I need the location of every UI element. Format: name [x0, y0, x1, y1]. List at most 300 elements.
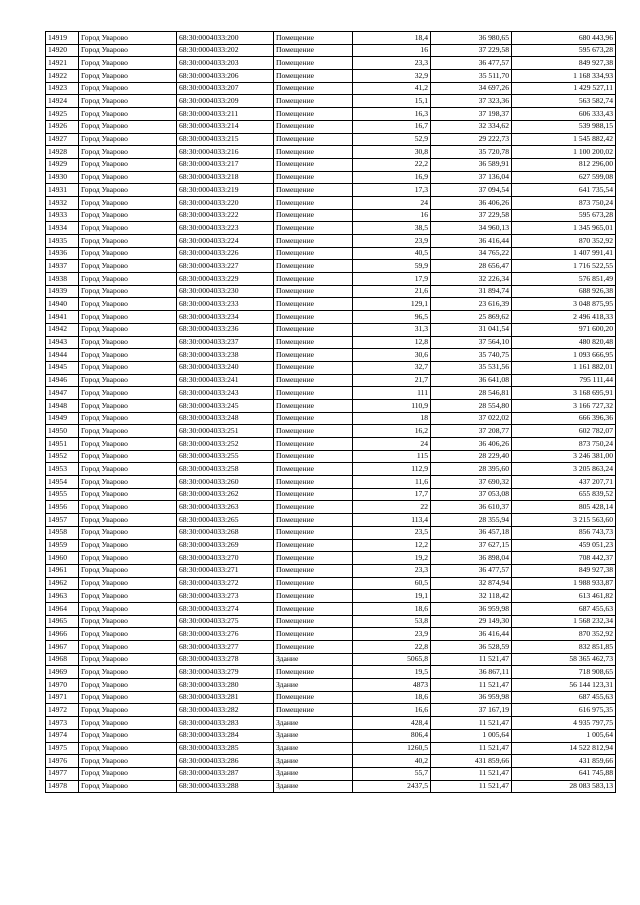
locality-cell: Город Уварово — [79, 552, 177, 565]
cadastral-value-cell: 856 743,73 — [512, 526, 616, 539]
locality-cell: Город Уварово — [79, 679, 177, 692]
area-cell: 17,3 — [353, 184, 431, 197]
unit-value-cell: 35 511,70 — [431, 70, 512, 83]
cadastral-number-cell: 68:30:0004033:284 — [177, 729, 274, 742]
object-type-cell: Помещение — [274, 615, 353, 628]
cadastral-number-cell: 68:30:0004033:288 — [177, 780, 274, 793]
cadastral-value-cell: 718 908,65 — [512, 666, 616, 679]
table-row — [46, 247, 616, 260]
cadastral-value-cell: 2 496 418,33 — [512, 311, 616, 324]
locality-cell: Город Уварово — [79, 336, 177, 349]
locality-cell: Город Уварово — [79, 691, 177, 704]
cadastral-value-cell: 1 407 991,41 — [512, 247, 616, 260]
area-cell: 18 — [353, 412, 431, 425]
area-cell: 16,3 — [353, 108, 431, 121]
object-type-cell: Здание — [274, 742, 353, 755]
area-cell: 22,2 — [353, 158, 431, 171]
cadastral-number-cell: 68:30:0004033:269 — [177, 539, 274, 552]
object-type-cell: Помещение — [274, 298, 353, 311]
cadastral-value-cell: 3 215 563,60 — [512, 514, 616, 527]
table-row — [46, 184, 616, 197]
cadastral-number-cell: 68:30:0004033:215 — [177, 133, 274, 146]
locality-cell: Город Уварово — [79, 742, 177, 755]
area-cell: 22 — [353, 501, 431, 514]
cadastral-value-cell: 576 851,49 — [512, 273, 616, 286]
locality-cell: Город Уварово — [79, 539, 177, 552]
cadastral-number-cell: 68:30:0004033:222 — [177, 209, 274, 222]
unit-value-cell: 32 334,62 — [431, 120, 512, 133]
cadastral-value-cell: 3 168 695,91 — [512, 387, 616, 400]
area-cell: 19,1 — [353, 590, 431, 603]
cadastral-value-cell: 616 975,35 — [512, 704, 616, 717]
area-cell: 40,5 — [353, 247, 431, 260]
locality-cell: Город Уварово — [79, 298, 177, 311]
row-number-cell: 14962 — [46, 577, 79, 590]
table-row — [46, 526, 616, 539]
locality-cell: Город Уварово — [79, 729, 177, 742]
cadastral-number-cell: 68:30:0004033:258 — [177, 463, 274, 476]
row-number-cell: 14941 — [46, 311, 79, 324]
cadastral-number-cell: 68:30:0004033:283 — [177, 717, 274, 730]
row-number-cell: 14936 — [46, 247, 79, 260]
object-type-cell: Здание — [274, 780, 353, 793]
row-number-cell: 14959 — [46, 539, 79, 552]
locality-cell: Город Уварово — [79, 133, 177, 146]
table-row — [46, 260, 616, 273]
object-type-cell: Здание — [274, 653, 353, 666]
cadastral-number-cell: 68:30:0004033:200 — [177, 32, 274, 45]
cadastral-value-cell: 870 352,92 — [512, 628, 616, 641]
cadastral-value-cell: 1 168 334,93 — [512, 70, 616, 83]
row-number-cell: 14955 — [46, 488, 79, 501]
locality-cell: Город Уварово — [79, 387, 177, 400]
object-type-cell: Помещение — [274, 285, 353, 298]
table-row — [46, 514, 616, 527]
cadastral-number-cell: 68:30:0004033:209 — [177, 95, 274, 108]
table-row — [46, 653, 616, 666]
locality-cell: Город Уварово — [79, 666, 177, 679]
table-row — [46, 501, 616, 514]
unit-value-cell: 28 395,60 — [431, 463, 512, 476]
object-type-cell: Помещение — [274, 158, 353, 171]
row-number-cell: 14942 — [46, 323, 79, 336]
object-type-cell: Помещение — [274, 514, 353, 527]
table-row — [46, 742, 616, 755]
table-row — [46, 120, 616, 133]
object-type-cell: Помещение — [274, 222, 353, 235]
unit-value-cell: 11 521,47 — [431, 767, 512, 780]
object-type-cell: Помещение — [274, 641, 353, 654]
area-cell: 19,5 — [353, 666, 431, 679]
row-number-cell: 14931 — [46, 184, 79, 197]
area-cell: 16,9 — [353, 171, 431, 184]
row-number-cell: 14970 — [46, 679, 79, 692]
table-row — [46, 70, 616, 83]
object-type-cell: Помещение — [274, 260, 353, 273]
row-number-cell: 14952 — [46, 450, 79, 463]
row-number-cell: 14954 — [46, 476, 79, 489]
cadastral-number-cell: 68:30:0004033:268 — [177, 526, 274, 539]
unit-value-cell: 36 457,18 — [431, 526, 512, 539]
cadastral-number-cell: 68:30:0004033:219 — [177, 184, 274, 197]
unit-value-cell: 36 610,37 — [431, 501, 512, 514]
row-number-cell: 14975 — [46, 742, 79, 755]
cadastral-value-cell: 687 455,63 — [512, 602, 616, 615]
cadastral-number-cell: 68:30:0004033:260 — [177, 476, 274, 489]
row-number-cell: 14976 — [46, 755, 79, 768]
table-row — [46, 450, 616, 463]
unit-value-cell: 28 229,40 — [431, 450, 512, 463]
object-type-cell: Помещение — [274, 425, 353, 438]
cadastral-number-cell: 68:30:0004033:207 — [177, 82, 274, 95]
object-type-cell: Помещение — [274, 590, 353, 603]
cadastral-value-cell: 459 051,23 — [512, 539, 616, 552]
object-type-cell: Помещение — [274, 526, 353, 539]
area-cell: 40,2 — [353, 755, 431, 768]
row-number-cell: 14929 — [46, 158, 79, 171]
table-row — [46, 717, 616, 730]
table-row — [46, 628, 616, 641]
area-cell: 16,7 — [353, 120, 431, 133]
row-number-cell: 14963 — [46, 590, 79, 603]
cadastral-value-cell: 595 673,28 — [512, 44, 616, 57]
cadastral-number-cell: 68:30:0004033:202 — [177, 44, 274, 57]
object-type-cell: Помещение — [274, 32, 353, 45]
unit-value-cell: 34 960,13 — [431, 222, 512, 235]
locality-cell: Город Уварово — [79, 602, 177, 615]
cadastral-value-cell: 4 935 797,75 — [512, 717, 616, 730]
table-row — [46, 387, 616, 400]
object-type-cell: Помещение — [274, 552, 353, 565]
area-cell: 112,9 — [353, 463, 431, 476]
locality-cell: Город Уварово — [79, 57, 177, 70]
object-type-cell: Помещение — [274, 196, 353, 209]
object-type-cell: Помещение — [274, 564, 353, 577]
object-type-cell: Помещение — [274, 501, 353, 514]
area-cell: 110,9 — [353, 399, 431, 412]
cadastral-number-cell: 68:30:0004033:273 — [177, 590, 274, 603]
area-cell: 11,6 — [353, 476, 431, 489]
table-row — [46, 273, 616, 286]
cadastral-value-cell: 795 111,44 — [512, 374, 616, 387]
row-number-cell: 14949 — [46, 412, 79, 425]
area-cell: 59,9 — [353, 260, 431, 273]
row-number-cell: 14969 — [46, 666, 79, 679]
object-type-cell: Помещение — [274, 628, 353, 641]
area-cell: 23,9 — [353, 235, 431, 248]
area-cell: 5065,8 — [353, 653, 431, 666]
unit-value-cell: 36 867,11 — [431, 666, 512, 679]
table-row — [46, 476, 616, 489]
cadastral-number-cell: 68:30:0004033:248 — [177, 412, 274, 425]
row-number-cell: 14925 — [46, 108, 79, 121]
table-row — [46, 488, 616, 501]
locality-cell: Город Уварово — [79, 285, 177, 298]
table-row — [46, 146, 616, 159]
locality-cell: Город Уварово — [79, 82, 177, 95]
object-type-cell: Помещение — [274, 323, 353, 336]
cadastral-number-cell: 68:30:0004033:217 — [177, 158, 274, 171]
locality-cell: Город Уварово — [79, 95, 177, 108]
object-type-cell: Помещение — [274, 184, 353, 197]
locality-cell: Город Уварово — [79, 463, 177, 476]
area-cell: 52,9 — [353, 133, 431, 146]
row-number-cell: 14939 — [46, 285, 79, 298]
cadastral-number-cell: 68:30:0004033:238 — [177, 349, 274, 362]
locality-cell: Город Уварово — [79, 425, 177, 438]
table-row — [46, 438, 616, 451]
area-cell: 2437,5 — [353, 780, 431, 793]
object-type-cell: Помещение — [274, 349, 353, 362]
locality-cell: Город Уварово — [79, 488, 177, 501]
area-cell: 41,2 — [353, 82, 431, 95]
row-number-cell: 14972 — [46, 704, 79, 717]
cadastral-value-cell: 627 599,08 — [512, 171, 616, 184]
locality-cell: Город Уварово — [79, 70, 177, 83]
unit-value-cell: 36 641,08 — [431, 374, 512, 387]
area-cell: 17,7 — [353, 488, 431, 501]
locality-cell: Город Уварово — [79, 184, 177, 197]
row-number-cell: 14940 — [46, 298, 79, 311]
locality-cell: Город Уварово — [79, 653, 177, 666]
table-row — [46, 285, 616, 298]
area-cell: 21,6 — [353, 285, 431, 298]
table-row — [46, 463, 616, 476]
cadastral-value-cell: 1 568 232,34 — [512, 615, 616, 628]
unit-value-cell: 36 406,26 — [431, 196, 512, 209]
cadastral-number-cell: 68:30:0004033:280 — [177, 679, 274, 692]
area-cell: 15,1 — [353, 95, 431, 108]
unit-value-cell: 11 521,47 — [431, 653, 512, 666]
locality-cell: Город Уварово — [79, 450, 177, 463]
cadastral-value-cell: 641 745,88 — [512, 767, 616, 780]
object-type-cell: Помещение — [274, 438, 353, 451]
locality-cell: Город Уварово — [79, 311, 177, 324]
cadastral-value-table — [45, 31, 616, 793]
locality-cell: Город Уварово — [79, 222, 177, 235]
row-number-cell: 14927 — [46, 133, 79, 146]
cadastral-value-cell: 431 859,66 — [512, 755, 616, 768]
cadastral-value-cell: 655 839,52 — [512, 488, 616, 501]
area-cell: 16 — [353, 44, 431, 57]
area-cell: 111 — [353, 387, 431, 400]
area-cell: 17,9 — [353, 273, 431, 286]
object-type-cell: Помещение — [274, 247, 353, 260]
row-number-cell: 14938 — [46, 273, 79, 286]
object-type-cell: Помещение — [274, 70, 353, 83]
unit-value-cell: 23 616,39 — [431, 298, 512, 311]
object-type-cell: Помещение — [274, 44, 353, 57]
area-cell: 53,8 — [353, 615, 431, 628]
locality-cell: Город Уварово — [79, 526, 177, 539]
object-type-cell: Помещение — [274, 311, 353, 324]
row-number-cell: 14965 — [46, 615, 79, 628]
area-cell: 55,7 — [353, 767, 431, 780]
table-row — [46, 133, 616, 146]
area-cell: 30,6 — [353, 349, 431, 362]
locality-cell: Город Уварово — [79, 235, 177, 248]
row-number-cell: 14930 — [46, 171, 79, 184]
area-cell: 60,5 — [353, 577, 431, 590]
locality-cell: Город Уварово — [79, 514, 177, 527]
area-cell: 16,6 — [353, 704, 431, 717]
unit-value-cell: 36 528,59 — [431, 641, 512, 654]
area-cell: 115 — [353, 450, 431, 463]
row-number-cell: 14935 — [46, 235, 79, 248]
table-row — [46, 209, 616, 222]
cadastral-value-cell: 3 205 863,24 — [512, 463, 616, 476]
row-number-cell: 14937 — [46, 260, 79, 273]
unit-value-cell: 28 546,81 — [431, 387, 512, 400]
unit-value-cell: 36 406,26 — [431, 438, 512, 451]
unit-value-cell: 36 416,44 — [431, 628, 512, 641]
object-type-cell: Помещение — [274, 95, 353, 108]
cadastral-number-cell: 68:30:0004033:203 — [177, 57, 274, 70]
cadastral-number-cell: 68:30:0004033:278 — [177, 653, 274, 666]
cadastral-value-cell: 14 522 812,94 — [512, 742, 616, 755]
table-row — [46, 755, 616, 768]
table-row — [46, 44, 616, 57]
object-type-cell: Помещение — [274, 171, 353, 184]
unit-value-cell: 29 222,73 — [431, 133, 512, 146]
object-type-cell: Здание — [274, 755, 353, 768]
object-type-cell: Помещение — [274, 476, 353, 489]
row-number-cell: 14977 — [46, 767, 79, 780]
cadastral-number-cell: 68:30:0004033:281 — [177, 691, 274, 704]
locality-cell: Город Уварово — [79, 146, 177, 159]
locality-cell: Город Уварово — [79, 412, 177, 425]
cadastral-value-cell: 849 927,38 — [512, 564, 616, 577]
table-row — [46, 374, 616, 387]
unit-value-cell: 11 521,47 — [431, 780, 512, 793]
area-cell: 22,8 — [353, 641, 431, 654]
object-type-cell: Помещение — [274, 120, 353, 133]
unit-value-cell: 37 627,15 — [431, 539, 512, 552]
table-row — [46, 95, 616, 108]
object-type-cell: Помещение — [274, 82, 353, 95]
row-number-cell: 14968 — [46, 653, 79, 666]
unit-value-cell: 34 697,26 — [431, 82, 512, 95]
area-cell: 31,3 — [353, 323, 431, 336]
object-type-cell: Здание — [274, 717, 353, 730]
area-cell: 96,5 — [353, 311, 431, 324]
cadastral-value-cell: 687 455,63 — [512, 691, 616, 704]
cadastral-number-cell: 68:30:0004033:229 — [177, 273, 274, 286]
object-type-cell: Помещение — [274, 374, 353, 387]
area-cell: 24 — [353, 196, 431, 209]
cadastral-value-cell: 1 161 882,01 — [512, 361, 616, 374]
table-row — [46, 349, 616, 362]
table-row — [46, 590, 616, 603]
cadastral-value-cell: 437 207,71 — [512, 476, 616, 489]
object-type-cell: Помещение — [274, 133, 353, 146]
row-number-cell: 14926 — [46, 120, 79, 133]
cadastral-number-cell: 68:30:0004033:220 — [177, 196, 274, 209]
cadastral-number-cell: 68:30:0004033:274 — [177, 602, 274, 615]
table-row — [46, 298, 616, 311]
cadastral-value-cell: 3 246 381,00 — [512, 450, 616, 463]
unit-value-cell: 37 167,19 — [431, 704, 512, 717]
locality-cell: Город Уварово — [79, 171, 177, 184]
unit-value-cell: 36 980,65 — [431, 32, 512, 45]
cadastral-value-cell: 613 461,82 — [512, 590, 616, 603]
object-type-cell: Помещение — [274, 209, 353, 222]
locality-cell: Город Уварово — [79, 32, 177, 45]
row-number-cell: 14945 — [46, 361, 79, 374]
table-row — [46, 539, 616, 552]
area-cell: 428,4 — [353, 717, 431, 730]
object-type-cell: Помещение — [274, 691, 353, 704]
cadastral-value-cell: 873 750,24 — [512, 196, 616, 209]
cadastral-number-cell: 68:30:0004033:277 — [177, 641, 274, 654]
row-number-cell: 14974 — [46, 729, 79, 742]
object-type-cell: Помещение — [274, 387, 353, 400]
unit-value-cell: 37 564,10 — [431, 336, 512, 349]
cadastral-number-cell: 68:30:0004033:276 — [177, 628, 274, 641]
row-number-cell: 14957 — [46, 514, 79, 527]
cadastral-value-cell: 1 093 666,95 — [512, 349, 616, 362]
object-type-cell: Помещение — [274, 412, 353, 425]
area-cell: 19,2 — [353, 552, 431, 565]
table-row — [46, 323, 616, 336]
table-row — [46, 666, 616, 679]
unit-value-cell: 36 959,98 — [431, 691, 512, 704]
locality-cell: Город Уварово — [79, 44, 177, 57]
cadastral-number-cell: 68:30:0004033:230 — [177, 285, 274, 298]
cadastral-number-cell: 68:30:0004033:237 — [177, 336, 274, 349]
unit-value-cell: 28 554,80 — [431, 399, 512, 412]
object-type-cell: Помещение — [274, 463, 353, 476]
cadastral-value-cell: 832 851,85 — [512, 641, 616, 654]
table-row — [46, 399, 616, 412]
table-row — [46, 158, 616, 171]
object-type-cell: Помещение — [274, 336, 353, 349]
row-number-cell: 14922 — [46, 70, 79, 83]
cadastral-value-cell: 870 352,92 — [512, 235, 616, 248]
row-number-cell: 14947 — [46, 387, 79, 400]
cadastral-number-cell: 68:30:0004033:271 — [177, 564, 274, 577]
locality-cell: Город Уварово — [79, 501, 177, 514]
area-cell: 38,5 — [353, 222, 431, 235]
cadastral-number-cell: 68:30:0004033:218 — [177, 171, 274, 184]
unit-value-cell: 35 720,78 — [431, 146, 512, 159]
area-cell: 129,1 — [353, 298, 431, 311]
cadastral-value-cell: 3 048 875,95 — [512, 298, 616, 311]
cadastral-number-cell: 68:30:0004033:262 — [177, 488, 274, 501]
object-type-cell: Помещение — [274, 273, 353, 286]
area-cell: 23,9 — [353, 628, 431, 641]
row-number-cell: 14966 — [46, 628, 79, 641]
unit-value-cell: 31 894,74 — [431, 285, 512, 298]
row-number-cell: 14973 — [46, 717, 79, 730]
cadastral-number-cell: 68:30:0004033:270 — [177, 552, 274, 565]
cadastral-value-cell: 666 396,36 — [512, 412, 616, 425]
cadastral-number-cell: 68:30:0004033:245 — [177, 399, 274, 412]
cadastral-number-cell: 68:30:0004033:287 — [177, 767, 274, 780]
locality-cell: Город Уварово — [79, 273, 177, 286]
locality-cell: Город Уварово — [79, 260, 177, 273]
table-row — [46, 577, 616, 590]
object-type-cell: Помещение — [274, 539, 353, 552]
cadastral-number-cell: 68:30:0004033:227 — [177, 260, 274, 273]
row-number-cell: 14964 — [46, 602, 79, 615]
object-type-cell: Здание — [274, 729, 353, 742]
cadastral-value-cell: 708 442,37 — [512, 552, 616, 565]
unit-value-cell: 35 531,56 — [431, 361, 512, 374]
locality-cell: Город Уварово — [79, 196, 177, 209]
area-cell: 12,2 — [353, 539, 431, 552]
area-cell: 32,9 — [353, 70, 431, 83]
